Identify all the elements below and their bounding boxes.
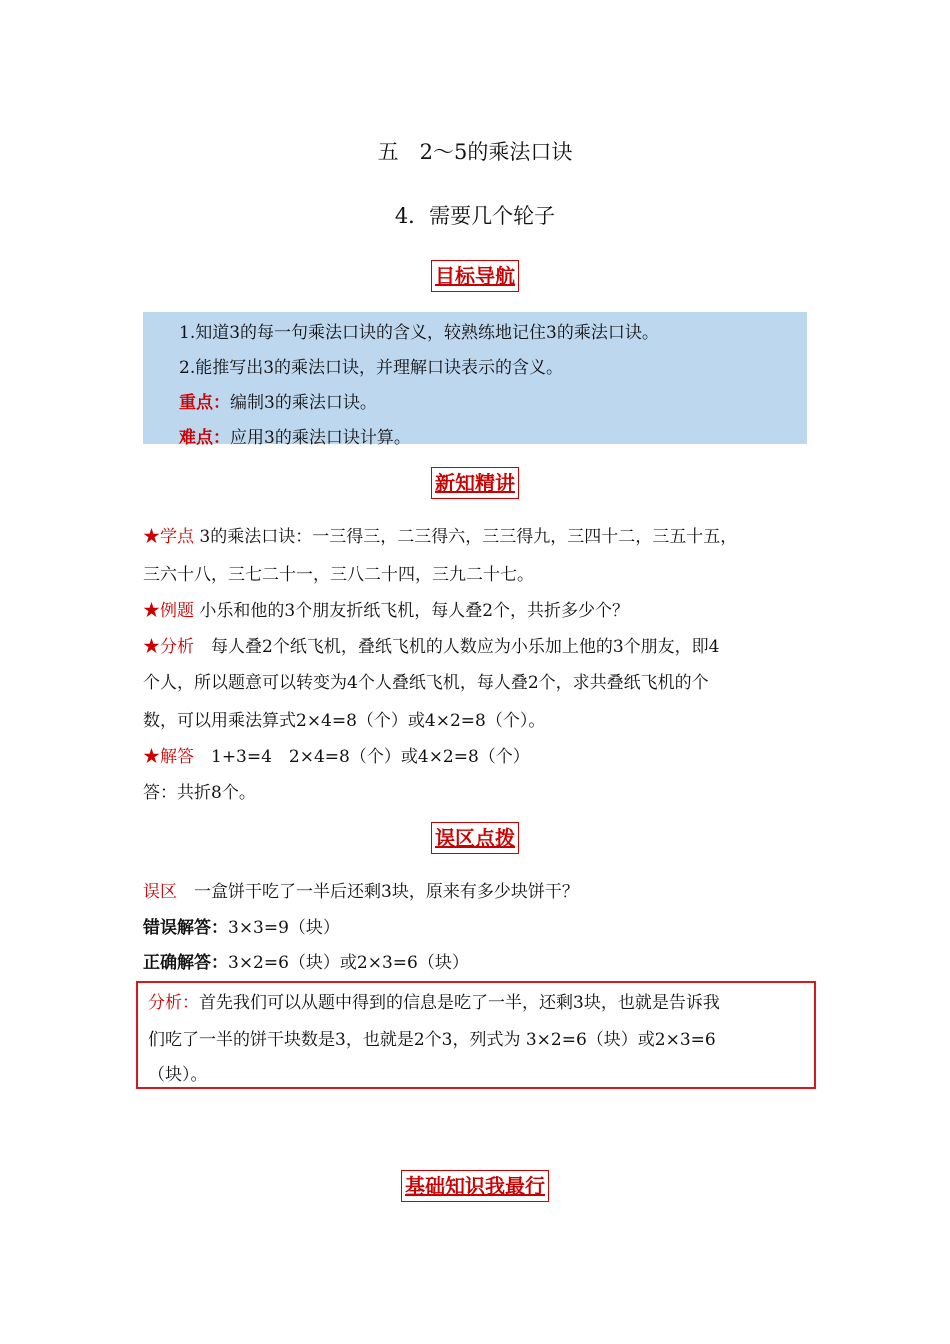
example-text: 小乐和他的3个朋友折纸飞机，每人叠2个，共折多少个？ bbox=[199, 601, 630, 621]
right-text: 3×2=6（块）或2×3=6（块） bbox=[228, 953, 469, 973]
mistake-analysis-label: 分析： bbox=[148, 993, 199, 1013]
analysis-line-1 bbox=[143, 632, 823, 657]
goal-line-1: 1.知道3的每一句乘法口诀的含义，较熟练地记住3的乘法口诀。 bbox=[179, 323, 659, 343]
mistake-question-line bbox=[143, 877, 823, 902]
goal-difficulty bbox=[179, 423, 411, 448]
section-new bbox=[0, 467, 950, 499]
section-goal-label: 目标导航 bbox=[431, 260, 519, 292]
answer-line bbox=[143, 742, 823, 767]
point-line-1 bbox=[143, 522, 823, 547]
goal-line-2: 2.能推写出3的乘法口诀，并理解口诀表示的含义。 bbox=[179, 358, 564, 378]
key-label: 重点： bbox=[179, 393, 230, 413]
mistake-analysis-box bbox=[136, 981, 816, 1089]
section-mistake bbox=[0, 822, 950, 854]
mistake-analysis-line-3: （块）。 bbox=[148, 1065, 208, 1085]
analysis-label: ★分析 bbox=[143, 637, 194, 657]
wrong-answer-line bbox=[143, 913, 823, 938]
difficulty-label: 难点： bbox=[179, 428, 230, 448]
section-goal bbox=[0, 260, 950, 292]
goal-box bbox=[143, 312, 807, 448]
section-basic-label: 基础知识我最行 bbox=[401, 1170, 549, 1202]
lesson-title: 4．需要几个轮子 bbox=[394, 204, 556, 228]
key-text: 编制3的乘法口诀。 bbox=[230, 393, 377, 413]
mistake-analysis-line-2: 们吃了一半的饼干块数是3，也就是2个3，列式为 3×2=6（块）或2×3=6 bbox=[148, 1030, 716, 1050]
section-new-label: 新知精讲 bbox=[431, 467, 519, 499]
goal-key bbox=[179, 388, 377, 413]
answer-label: ★解答 bbox=[143, 747, 194, 767]
wrong-text: 3×3=9（块） bbox=[228, 918, 340, 938]
mistake-analysis-line-1 bbox=[148, 988, 720, 1013]
mistake-question: 一盒饼干吃了一半后还剩3块，原来有多少块饼干？ bbox=[194, 882, 579, 902]
difficulty-text: 应用3的乘法口诀计算。 bbox=[230, 428, 411, 448]
analysis-text-1: 每人叠2个纸飞机，叠纸飞机的人数应为小乐加上他的3个朋友，即4 bbox=[211, 637, 720, 657]
wrong-label: 错误解答： bbox=[143, 918, 228, 938]
example-line bbox=[143, 596, 823, 621]
section-mistake-label: 误区点拨 bbox=[431, 822, 519, 854]
chapter-title: 五 2～5的乘法口诀 bbox=[377, 140, 573, 164]
right-answer-line bbox=[143, 948, 823, 973]
section-basic bbox=[0, 1170, 950, 1202]
answer-final: 答：共折8个。 bbox=[143, 783, 256, 803]
analysis-line-3: 数，可以用乘法算式2×4=8（个）或4×2=8（个）。 bbox=[143, 711, 546, 731]
point-line-2: 三六十八，三七二十一，三八二十四，三九二十七。 bbox=[143, 565, 534, 585]
mistake-label: 误区 bbox=[143, 882, 177, 902]
answer-text: 1+3=4 2×4=8（个）或4×2=8（个） bbox=[211, 747, 530, 767]
mistake-analysis-text-1: 首先我们可以从题中得到的信息是吃了一半，还剩3块，也就是告诉我 bbox=[199, 993, 720, 1013]
right-label: 正确解答： bbox=[143, 953, 228, 973]
analysis-line-2: 个人，所以题意可以转变为4个人叠纸飞机，每人叠2个，求共叠纸飞机的个 bbox=[143, 673, 709, 693]
point-text-1: 3的乘法口诀：一三得三，二三得六，三三得九，三四十二，三五十五， bbox=[199, 527, 738, 547]
example-label: ★例题 bbox=[143, 601, 194, 621]
point-label: ★学点 bbox=[143, 527, 194, 547]
